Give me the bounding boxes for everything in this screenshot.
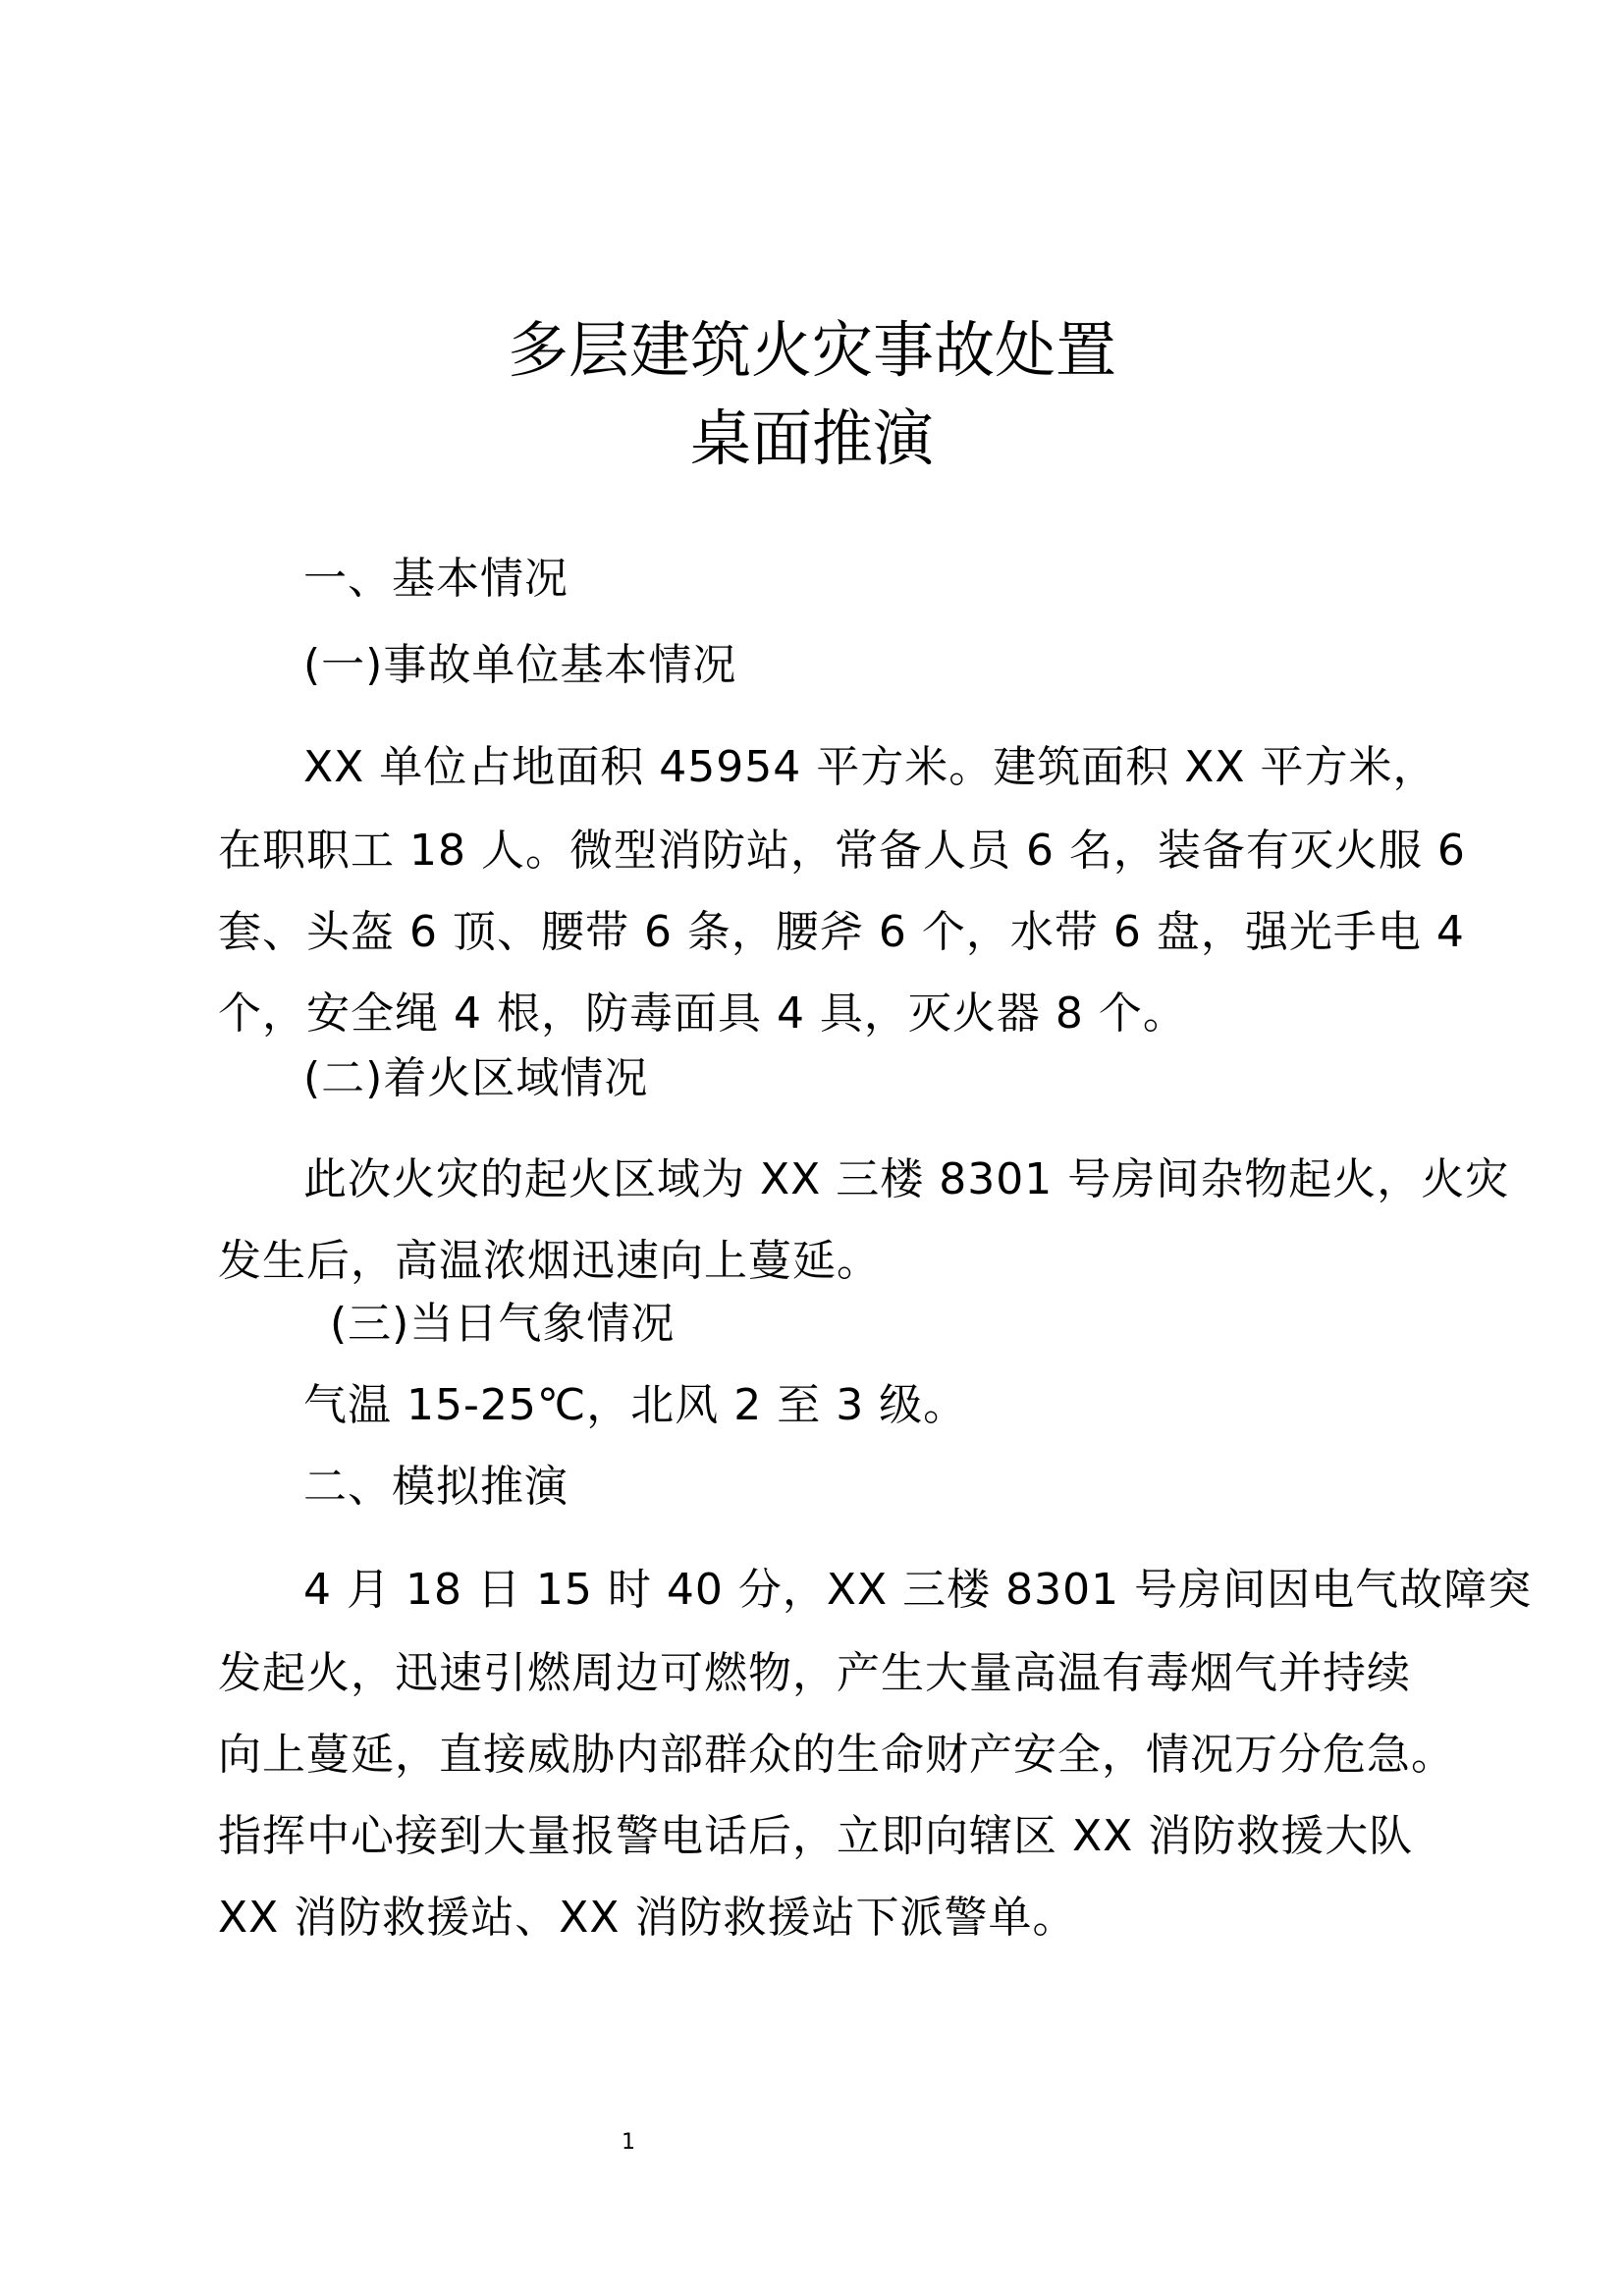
paragraph-line: 在职职工 18 人。微型消防站，常备人员 6 名，装备有灭火服 6 bbox=[218, 826, 1466, 876]
paragraph-line: 此次火灾的起火区域为 XX 三楼 8301 号房间杂物起火，火灾 bbox=[303, 1154, 1510, 1204]
section-1-2-heading: (二)着火区域情况 bbox=[303, 1053, 649, 1103]
document-title-line-1: 多层建筑火灾事故处置 bbox=[507, 314, 1116, 386]
section-1-3-heading: (三)当日气象情况 bbox=[330, 1299, 676, 1349]
paragraph-line: 发起火，迅速引燃周边可燃物，产生大量高温有毒烟气并持续 bbox=[218, 1648, 1411, 1698]
paragraph-line: 个，安全绳 4 根，防毒面具 4 具，灭火器 8 个。 bbox=[218, 988, 1187, 1039]
document-title-line-2: 桌面推演 bbox=[689, 402, 934, 474]
paragraph-line: 发生后，高温浓烟迅速向上蔓延。 bbox=[218, 1236, 881, 1286]
paragraph-line: XX 单位占地面积 45954 平方米。建筑面积 XX 平方米， bbox=[303, 742, 1437, 792]
paragraph-line: 指挥中心接到大量报警电话后，立即向辖区 XX 消防救援大队 bbox=[218, 1811, 1414, 1861]
paragraph-line: XX 消防救援站、XX 消防救援站下派警单。 bbox=[218, 1893, 1077, 1943]
section-1-1-heading: (一)事故单位基本情况 bbox=[303, 640, 737, 690]
paragraph-line: 套、头盔 6 顶、腰带 6 条，腰斧 6 个，水带 6 盘，强光手电 4 bbox=[218, 907, 1465, 957]
paragraph-line: 气温 15-25℃，北风 2 至 3 级。 bbox=[303, 1380, 968, 1430]
paragraph-line: 向上蔓延，直接威胁内部群众的生命财产安全，情况万分危急。 bbox=[218, 1730, 1455, 1780]
section-1-heading: 一、基本情况 bbox=[303, 554, 568, 604]
section-2-heading: 二、模拟推演 bbox=[303, 1462, 568, 1512]
paragraph-line: 4 月 18 日 15 时 40 分，XX 三楼 8301 号房间因电气故障突 bbox=[303, 1565, 1533, 1615]
page-number: 1 bbox=[622, 2130, 635, 2155]
